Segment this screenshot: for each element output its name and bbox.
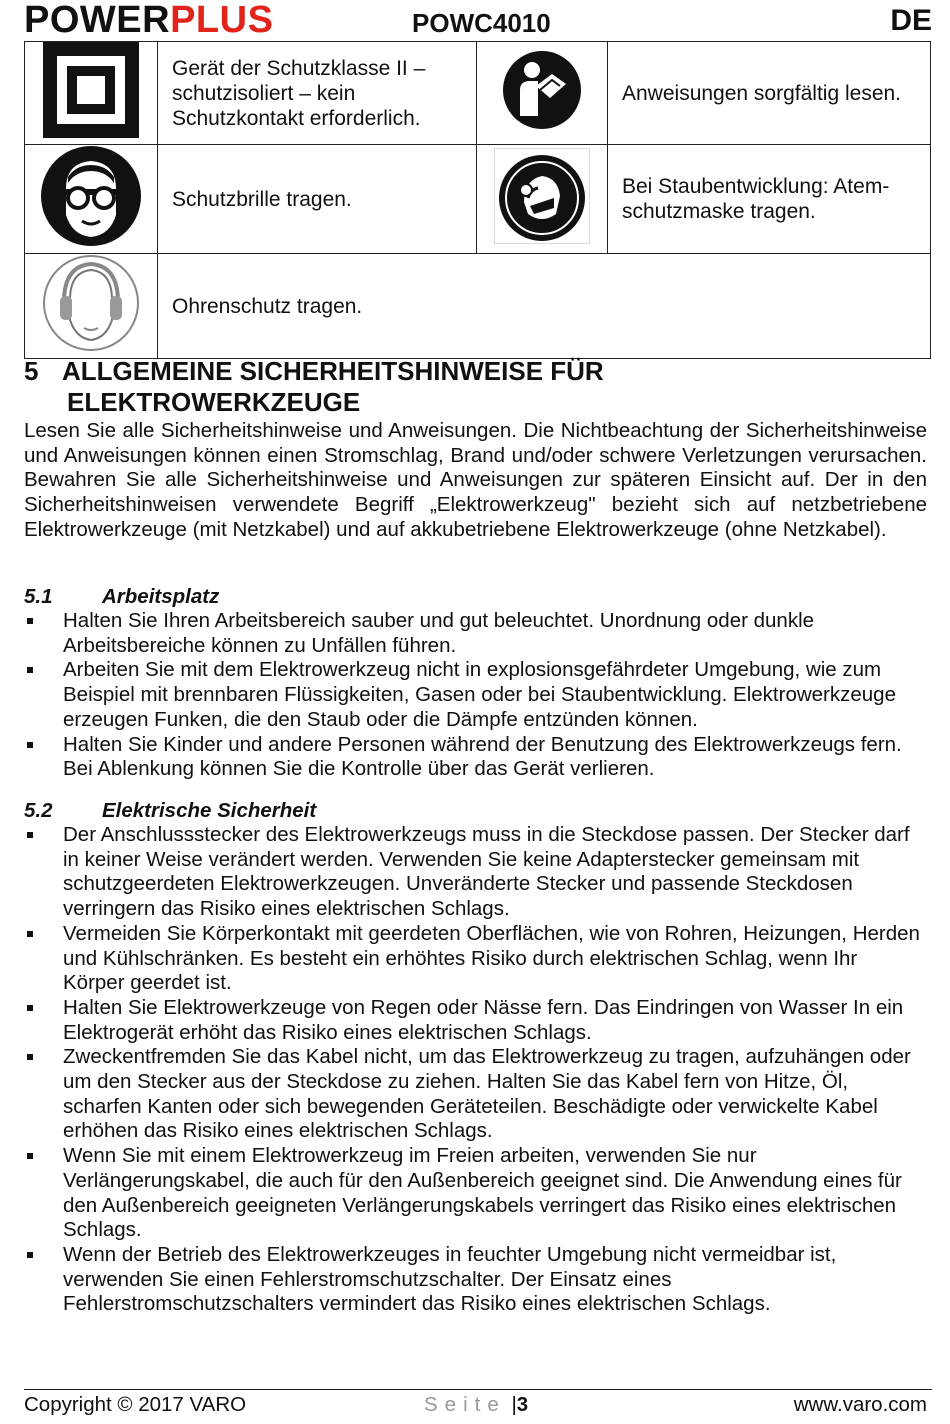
ear-protection-icon: [42, 254, 140, 352]
read-text: Anweisungen sorgfältig lesen.: [608, 42, 931, 145]
read-manual-icon: [502, 50, 582, 130]
list-item: Zweckentfremden Sie das Kabel nicht, um das Elektrowerkzeug zu tragen, aufzuhängen oder um den Stecker aus der Steckdose zu ziehen. Halten Sie das Kabel fern von Hitze, Öl, scharfen Kanten oder sich bewegenden Geräteteilen. Beschädigte oder verwickelte Kabel erhöhen das Risiko eines elektrischen Schlags.: [24, 1045, 924, 1144]
goggles-icon-cell: [25, 145, 158, 254]
footer-copyright: Copyright © 2017 VARO: [24, 1393, 247, 1416]
section-5-heading: 5 ALLGEMEINE SICHERHEITSHINWEISE FÜR ELEKTROWERKZEUGE: [24, 356, 604, 417]
brand-logo: POWERPLUS: [24, 0, 274, 41]
list-item: Vermeiden Sie Körperkontakt mit geerdeten Oberflächen, wie von Rohren, Heizungen, Herden und Kühlschränken. Es besteht ein erhöhtes Risiko durch elektrischen Schlag, wenn Ihr Körper geerdet ist.: [24, 922, 924, 996]
ear-icon-cell: [25, 254, 158, 359]
read-icon-cell: [477, 42, 608, 145]
list-item: Halten Sie Elektrowerkzeuge von Regen oder Nässe fern. Das Eindringen von Wasser In ein Elektrogerät erhöht das Risiko eines elektrischen Schlags.: [24, 996, 924, 1045]
goggles-text: Schutzbrille tragen.: [158, 145, 477, 254]
section-5-intro: Lesen Sie alle Sicherheitshinweise und Anweisungen. Die Nichtbeachtung der Sicherheitshinweise und Anweisungen können einen Stromschlag, Brand und/oder schwere Verletzungen verursachen. Bewahren Sie alle Sicherheitshinweise und Anweisungen zur späteren Einsicht auf. Der in den Sicherheitshinweisen verwendete Begriff „Elektrowerkzeug" bezieht sich auf netzbetriebene Elektrowerkzeuge (mit Netzkabel) und auf akkubetriebene Elektrowerkzeuge (ohne Netzkabel).: [24, 419, 927, 541]
protection-class-2-icon: [43, 42, 139, 138]
list-item: Halten Sie Ihren Arbeitsbereich sauber und gut beleuchtet. Unordnung oder dunkle Arbeitsbereiche können zu Unfällen führen.: [24, 609, 924, 658]
class2-text: Gerät der Schutzklasse II – schutzisoliert – kein Schutzkontakt erforderlich.: [158, 42, 477, 145]
list-item: Wenn der Betrieb des Elektrowerkzeuges in feuchter Umgebung nicht vermeidbar ist, verwenden Sie einen Fehlerstromschutzschalter. Der Einsatz eines Fehlerstromschutzschalters vermindert das Risiko eines elektrischen Schlags.: [24, 1243, 924, 1317]
section-5-1-list: [24, 609, 924, 782]
footer-website-link[interactable]: www.varo.com: [793, 1393, 927, 1416]
symbols-table: [24, 41, 931, 359]
section-5-2-heading: 5.2 Elektrische Sicherheit: [24, 799, 317, 822]
class2-icon-cell: [25, 42, 158, 145]
footer-divider: [24, 1389, 932, 1390]
dust-mask-icon: [494, 148, 590, 244]
page-header: [24, 0, 932, 40]
language-code: DE: [890, 4, 932, 37]
safety-goggles-icon: [40, 145, 142, 247]
list-item: Der Anschlussstecker des Elektrowerkzeugs muss in die Steckdose passen. Der Stecker darf in keiner Weise verändert werden. Verwenden Sie keine Adapterstecker gemeinsam mit schutzgeerdeten Elektrowerkzeugen. Unveränderte Stecker und passende Steckdosen verringern das Risiko eines elektrischen Schlags.: [24, 823, 924, 922]
list-item: Arbeiten Sie mit dem Elektrowerkzeug nicht in explosionsgefährdeter Umgebung, wie zum Beispiel mit brennbaren Flüssigkeiten, Gasen oder bei Staubentwicklung. Elektrowerkzeuge erzeugen Funken, die den Staub oder die Dämpfe entzünden können.: [24, 658, 924, 732]
dustmask-text: Bei Staubentwicklung: Atem-schutzmaske tragen.: [608, 145, 931, 254]
section-5-2-list: [24, 823, 924, 1317]
dustmask-icon-cell: [477, 145, 608, 254]
footer-page-number: Seite |3: [424, 1393, 529, 1416]
model-number: POWC4010: [412, 8, 551, 38]
section-5-1-heading: 5.1 Arbeitsplatz: [24, 585, 220, 608]
list-item: Halten Sie Kinder und andere Personen während der Benutzung des Elektrowerkzeugs fern. Bei Ablenkung können Sie die Kontrolle über das Gerät verlieren.: [24, 733, 924, 782]
list-item: Wenn Sie mit einem Elektrowerkzeug im Freien arbeiten, verwenden Sie nur Verlängerungskabel, die auch für den Außenbereich geeignet sind. Die Anwendung eines für den Außenbereich geeigneten Verlängerungskabels verringert das Risiko eines elektrischen Schlags.: [24, 1144, 924, 1243]
ear-text: Ohrenschutz tragen.: [158, 254, 931, 359]
